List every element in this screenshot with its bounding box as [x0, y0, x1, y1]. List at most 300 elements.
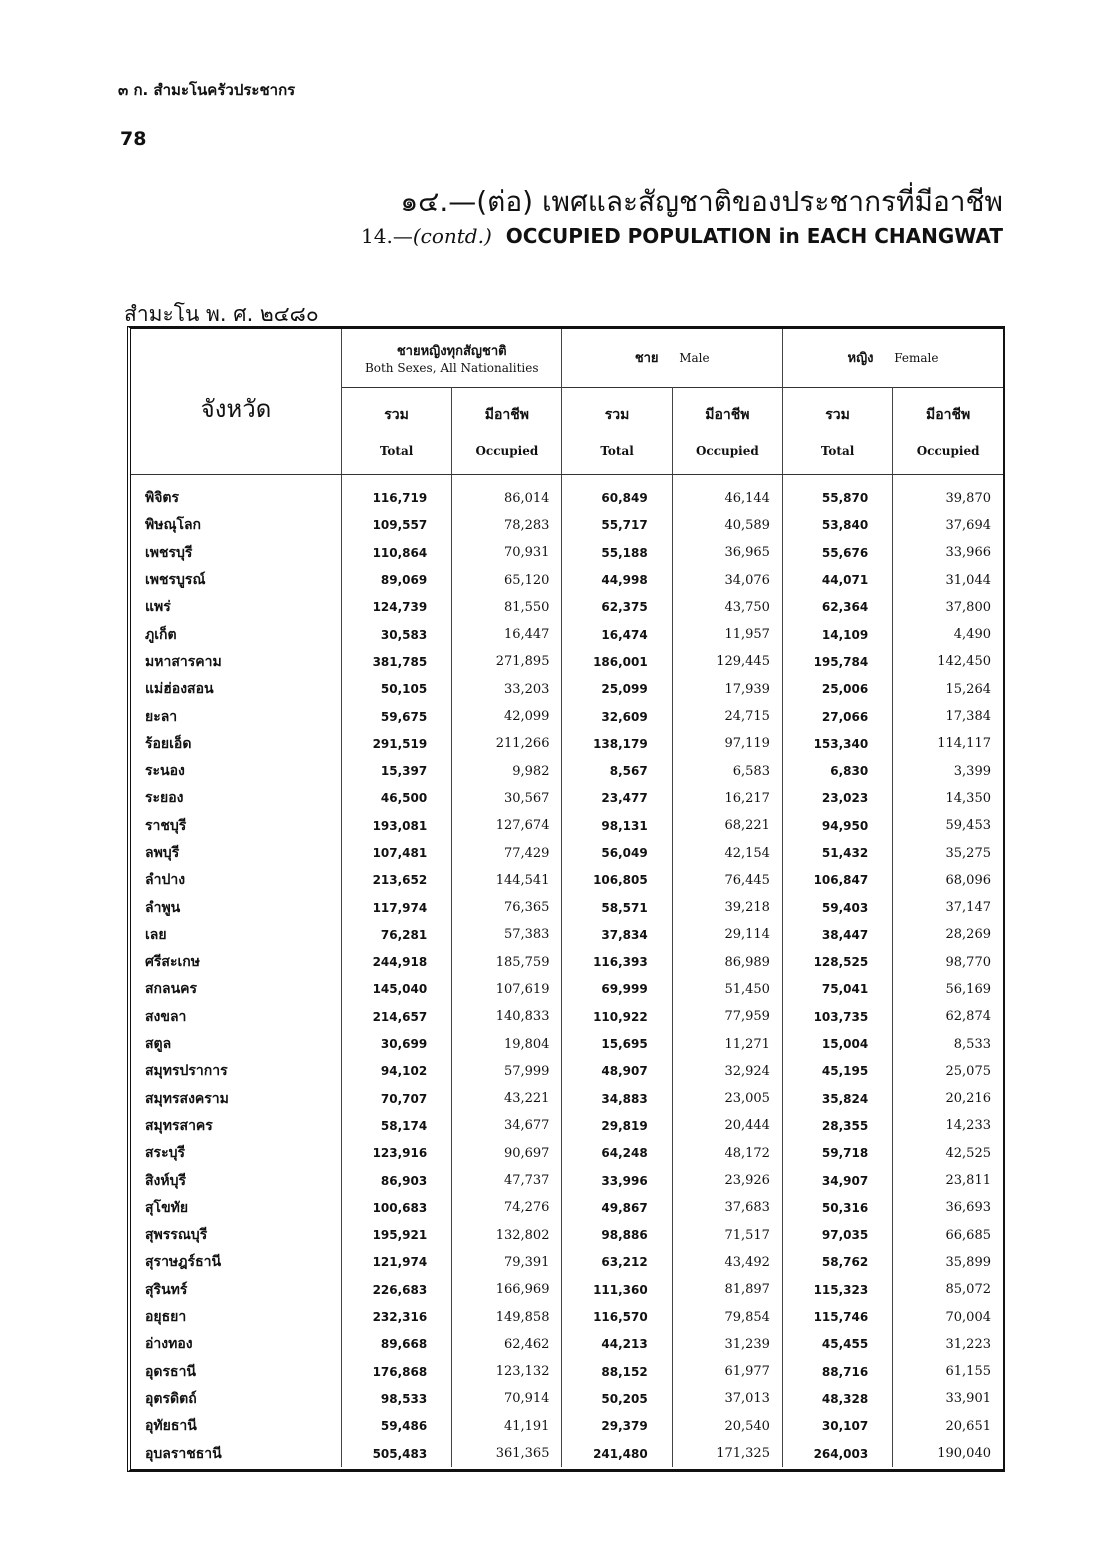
female-total: 30,107 — [782, 1413, 892, 1440]
female-occupied: 37,694 — [893, 512, 1003, 539]
male-total: 50,205 — [562, 1385, 672, 1412]
female-total: 59,718 — [782, 1140, 892, 1167]
male-occupied: 37,013 — [672, 1385, 782, 1412]
both-total: 121,974 — [372, 1255, 428, 1270]
section-header: ๓ ก. สำมะโนครัวประชากร — [118, 81, 296, 99]
both-occupied: 79,391 — [452, 1249, 562, 1276]
both-total: 30,699 — [380, 1037, 428, 1052]
province-name: สมุทรสงคราม — [131, 1085, 341, 1112]
both-occupied: 42,099 — [452, 703, 562, 730]
province-name: สมุทรสาคร — [131, 1112, 341, 1139]
both-total: 176,868 — [372, 1364, 428, 1379]
both-total: 58,174 — [380, 1118, 428, 1133]
both-total: 76,281 — [380, 927, 428, 942]
female-occupied: 98,770 — [893, 949, 1003, 976]
female-total: 62,364 — [782, 594, 892, 621]
table-row — [131, 1385, 1003, 1412]
province-name: อุดรธานี — [131, 1358, 341, 1385]
both-total: 117,974 — [372, 900, 428, 915]
female-total: 28,355 — [782, 1112, 892, 1139]
both-total: 59,675 — [380, 709, 428, 724]
group-header-both — [341, 329, 562, 387]
table-title-english — [361, 224, 1003, 248]
table-row — [131, 1303, 1003, 1330]
table-row — [131, 894, 1003, 921]
female-total: 55,676 — [782, 539, 892, 566]
female-total: 53,840 — [782, 512, 892, 539]
both-occupied: 144,541 — [452, 867, 562, 894]
female-total: 34,907 — [782, 1167, 892, 1194]
male-occupied: 97,119 — [672, 730, 782, 757]
male-occupied: 29,114 — [672, 921, 782, 948]
province-name: อุบลราชธานี — [131, 1440, 341, 1467]
female-total: 59,403 — [782, 894, 892, 921]
male-total: 15,695 — [562, 1030, 672, 1057]
both-occupied: 33,203 — [452, 676, 562, 703]
both-total: 109,557 — [372, 518, 428, 533]
both-total: 244,918 — [372, 955, 428, 970]
both-total: 98,533 — [380, 1391, 428, 1406]
female-occupied: 31,044 — [893, 566, 1003, 593]
male-occupied: 76,445 — [672, 867, 782, 894]
female-occupied: 61,155 — [893, 1358, 1003, 1385]
male-occupied: 23,926 — [672, 1167, 782, 1194]
male-occupied: 43,492 — [672, 1249, 782, 1276]
table-row — [131, 474, 1003, 512]
both-total: 213,652 — [372, 873, 428, 888]
both-occupied: 107,619 — [452, 976, 562, 1003]
female-total: 27,066 — [782, 703, 892, 730]
female-occupied: 35,275 — [893, 839, 1003, 866]
male-occupied: 51,450 — [672, 976, 782, 1003]
female-total: 51,432 — [782, 839, 892, 866]
both-total: 70,707 — [380, 1091, 428, 1106]
table-row — [131, 1249, 1003, 1276]
female-total: 45,455 — [782, 1331, 892, 1358]
both-occupied: 62,462 — [452, 1331, 562, 1358]
table-row — [131, 648, 1003, 675]
both-occupied: 16,447 — [452, 621, 562, 648]
female-total: 75,041 — [782, 976, 892, 1003]
male-total: 98,886 — [562, 1222, 672, 1249]
both-occupied: 19,804 — [452, 1030, 562, 1057]
female-occupied: 39,870 — [893, 474, 1003, 512]
province-name: พิษณุโลก — [131, 512, 341, 539]
male-total: 25,099 — [562, 676, 672, 703]
female-total: 48,328 — [782, 1385, 892, 1412]
both-occupied: 123,132 — [452, 1358, 562, 1385]
table-row — [131, 757, 1003, 784]
both-total: 89,668 — [380, 1337, 428, 1352]
group-both-english: Both Sexes, All Nationalities — [364, 361, 539, 376]
female-occupied: 36,693 — [893, 1194, 1003, 1221]
table-row — [131, 1140, 1003, 1167]
male-occupied: 34,076 — [672, 566, 782, 593]
male-occupied: 37,683 — [672, 1194, 782, 1221]
male-total: 37,834 — [562, 921, 672, 948]
province-name: สงขลา — [131, 1003, 341, 1030]
female-occupied: 59,453 — [893, 812, 1003, 839]
male-total: 116,570 — [562, 1303, 672, 1330]
occupied-english-label: Occupied — [475, 443, 539, 458]
table-row — [131, 1358, 1003, 1385]
female-occupied: 114,117 — [893, 730, 1003, 757]
male-total: 241,480 — [562, 1440, 672, 1467]
both-total: 46,500 — [380, 791, 428, 806]
female-occupied: 66,685 — [893, 1222, 1003, 1249]
table-row — [131, 1276, 1003, 1303]
group-female-thai: หญิง — [847, 351, 874, 367]
female-total: 153,340 — [782, 730, 892, 757]
group-both-thai: ชายหญิงทุกสัญชาติ — [396, 344, 507, 360]
subheader-male-total — [562, 387, 672, 474]
male-total: 116,393 — [562, 949, 672, 976]
province-name: สิงห์บุรี — [131, 1167, 341, 1194]
female-total: 115,323 — [782, 1276, 892, 1303]
female-occupied: 14,350 — [893, 785, 1003, 812]
male-occupied: 77,959 — [672, 1003, 782, 1030]
both-total: 124,739 — [372, 600, 428, 615]
both-total: 15,397 — [380, 764, 428, 779]
male-total: 34,883 — [562, 1085, 672, 1112]
province-name: อุทัยธานี — [131, 1413, 341, 1440]
both-total: 59,486 — [380, 1419, 428, 1434]
male-occupied: 6,583 — [672, 757, 782, 784]
province-name: ลำพูน — [131, 894, 341, 921]
male-occupied: 171,325 — [672, 1440, 782, 1467]
table-row — [131, 1413, 1003, 1440]
both-total: 214,657 — [372, 1009, 428, 1024]
table-row — [131, 1112, 1003, 1139]
female-total: 264,003 — [782, 1440, 892, 1467]
female-occupied: 20,216 — [893, 1085, 1003, 1112]
both-total: 195,921 — [372, 1228, 428, 1243]
male-total: 88,152 — [562, 1358, 672, 1385]
both-occupied: 86,014 — [452, 474, 562, 512]
female-total: 50,316 — [782, 1194, 892, 1221]
table-body — [131, 474, 1003, 1467]
both-occupied: 78,283 — [452, 512, 562, 539]
province-name: สมุทรปราการ — [131, 1058, 341, 1085]
table-row — [131, 976, 1003, 1003]
male-occupied: 61,977 — [672, 1358, 782, 1385]
both-occupied: 43,221 — [452, 1085, 562, 1112]
province-name: อ่างทอง — [131, 1331, 341, 1358]
title-english-text: OCCUPIED POPULATION in EACH CHANGWAT — [505, 224, 1003, 248]
female-occupied: 20,651 — [893, 1413, 1003, 1440]
province-name: ราชบุรี — [131, 812, 341, 839]
both-occupied: 57,383 — [452, 921, 562, 948]
both-occupied: 70,914 — [452, 1385, 562, 1412]
table-row — [131, 539, 1003, 566]
contd-label: (contd.) — [412, 224, 492, 248]
male-total: 58,571 — [562, 894, 672, 921]
both-total: 226,683 — [372, 1282, 428, 1297]
female-occupied: 8,533 — [893, 1030, 1003, 1057]
table-row — [131, 949, 1003, 976]
table-row — [131, 594, 1003, 621]
both-occupied: 57,999 — [452, 1058, 562, 1085]
male-total: 55,188 — [562, 539, 672, 566]
male-total: 138,179 — [562, 730, 672, 757]
male-occupied: 11,957 — [672, 621, 782, 648]
male-occupied: 32,924 — [672, 1058, 782, 1085]
occupied-thai-label: มีอาชีพ — [705, 406, 750, 423]
male-occupied: 11,271 — [672, 1030, 782, 1057]
both-total: 89,069 — [380, 573, 428, 588]
table-row — [131, 621, 1003, 648]
group-header-female — [782, 329, 1003, 387]
both-total: 86,903 — [380, 1173, 428, 1188]
table-row — [131, 566, 1003, 593]
both-occupied: 34,677 — [452, 1112, 562, 1139]
male-occupied: 17,939 — [672, 676, 782, 703]
female-total: 58,762 — [782, 1249, 892, 1276]
province-name: ลพบุรี — [131, 839, 341, 866]
both-occupied: 76,365 — [452, 894, 562, 921]
occupied-thai-label: มีอาชีพ — [925, 406, 971, 423]
male-occupied: 16,217 — [672, 785, 782, 812]
both-total: 381,785 — [372, 654, 428, 669]
table-row — [131, 1331, 1003, 1358]
female-occupied: 42,525 — [893, 1140, 1003, 1167]
male-occupied: 129,445 — [672, 648, 782, 675]
group-female-english: Female — [894, 351, 939, 366]
table-number: 14.— — [361, 224, 413, 248]
both-total: 291,519 — [372, 736, 428, 751]
table-row — [131, 1085, 1003, 1112]
female-total: 103,735 — [782, 1003, 892, 1030]
total-english-label: Total — [820, 443, 855, 458]
both-occupied: 166,969 — [452, 1276, 562, 1303]
female-total: 6,830 — [782, 757, 892, 784]
male-occupied: 24,715 — [672, 703, 782, 730]
province-name: ร้อยเอ็ด — [131, 730, 341, 757]
total-thai-label: รวม — [604, 406, 630, 423]
province-name: สระบุรี — [131, 1140, 341, 1167]
female-total: 128,525 — [782, 949, 892, 976]
female-occupied: 142,450 — [893, 648, 1003, 675]
female-occupied: 4,490 — [893, 621, 1003, 648]
male-total: 8,567 — [562, 757, 672, 784]
female-total: 195,784 — [782, 648, 892, 675]
province-name: ลำปาง — [131, 867, 341, 894]
province-name: เพชรบุรี — [131, 539, 341, 566]
male-occupied: 86,989 — [672, 949, 782, 976]
female-occupied: 17,384 — [893, 703, 1003, 730]
female-occupied: 23,811 — [893, 1167, 1003, 1194]
male-total: 49,867 — [562, 1194, 672, 1221]
province-name: สกลนคร — [131, 976, 341, 1003]
both-occupied: 9,982 — [452, 757, 562, 784]
table-row — [131, 1058, 1003, 1085]
province-name: สุราษฎร์ธานี — [131, 1249, 341, 1276]
province-name: สุพรรณบุรี — [131, 1222, 341, 1249]
both-occupied: 77,429 — [452, 839, 562, 866]
male-total: 16,474 — [562, 621, 672, 648]
female-occupied: 35,899 — [893, 1249, 1003, 1276]
province-column-header: จังหวัด — [131, 329, 341, 474]
province-name: ภูเก็ต — [131, 621, 341, 648]
both-occupied: 211,266 — [452, 730, 562, 757]
table-row — [131, 1222, 1003, 1249]
table-row — [131, 730, 1003, 757]
female-occupied: 56,169 — [893, 976, 1003, 1003]
female-total: 14,109 — [782, 621, 892, 648]
female-total: 55,870 — [782, 474, 892, 512]
total-thai-label: รวม — [825, 406, 850, 423]
subheader-male-occupied — [672, 387, 782, 474]
province-name: อยุธยา — [131, 1303, 341, 1330]
female-occupied: 25,075 — [893, 1058, 1003, 1085]
table-row — [131, 812, 1003, 839]
table-row — [131, 1194, 1003, 1221]
group-male-english: Male — [679, 351, 710, 366]
male-total: 23,477 — [562, 785, 672, 812]
female-occupied: 190,040 — [893, 1440, 1003, 1467]
male-occupied: 43,750 — [672, 594, 782, 621]
female-occupied: 14,233 — [893, 1112, 1003, 1139]
female-total: 88,716 — [782, 1358, 892, 1385]
male-total: 60,849 — [562, 474, 672, 512]
female-occupied: 28,269 — [893, 921, 1003, 948]
female-total: 38,447 — [782, 921, 892, 948]
both-occupied: 149,858 — [452, 1303, 562, 1330]
female-total: 45,195 — [782, 1058, 892, 1085]
page-number: 78 — [120, 128, 147, 150]
female-occupied: 62,874 — [893, 1003, 1003, 1030]
male-occupied: 81,897 — [672, 1276, 782, 1303]
female-total: 115,746 — [782, 1303, 892, 1330]
census-caption: สำมะโน พ. ศ. ๒๔๘๐ — [124, 302, 319, 326]
province-name: ยะลา — [131, 703, 341, 730]
male-occupied: 48,172 — [672, 1140, 782, 1167]
table-row — [131, 703, 1003, 730]
male-total: 44,213 — [562, 1331, 672, 1358]
province-name: สุรินทร์ — [131, 1276, 341, 1303]
both-total: 107,481 — [372, 846, 428, 860]
female-occupied: 3,399 — [893, 757, 1003, 784]
province-name: เลย — [131, 921, 341, 948]
female-total: 23,023 — [782, 785, 892, 812]
population-table — [127, 326, 1005, 1472]
group-header-row — [131, 329, 1003, 387]
province-name: อุตรดิตถ์ — [131, 1385, 341, 1412]
female-occupied: 33,966 — [893, 539, 1003, 566]
province-name: แม่ฮ่องสอน — [131, 676, 341, 703]
table-row — [131, 1030, 1003, 1057]
group-header-male — [562, 329, 783, 387]
total-english-label: Total — [379, 443, 414, 458]
table-row — [131, 785, 1003, 812]
male-total: 48,907 — [562, 1058, 672, 1085]
male-total: 55,717 — [562, 512, 672, 539]
male-total: 33,996 — [562, 1167, 672, 1194]
both-occupied: 74,276 — [452, 1194, 562, 1221]
female-occupied: 37,800 — [893, 594, 1003, 621]
table-row — [131, 921, 1003, 948]
both-occupied: 127,674 — [452, 812, 562, 839]
male-occupied: 79,854 — [672, 1303, 782, 1330]
both-occupied: 140,833 — [452, 1003, 562, 1030]
both-total: 94,102 — [380, 1064, 428, 1079]
table-row — [131, 867, 1003, 894]
both-occupied: 65,120 — [452, 566, 562, 593]
subheader-female-total — [782, 387, 892, 474]
province-name: ศรีสะเกษ — [131, 949, 341, 976]
male-occupied: 23,005 — [672, 1085, 782, 1112]
subheader-female-occupied — [893, 387, 1003, 474]
male-occupied: 31,239 — [672, 1331, 782, 1358]
group-male-thai: ชาย — [634, 351, 659, 367]
male-occupied: 20,540 — [672, 1413, 782, 1440]
both-total: 145,040 — [372, 982, 428, 997]
male-occupied: 71,517 — [672, 1222, 782, 1249]
female-occupied: 31,223 — [893, 1331, 1003, 1358]
table-row — [131, 676, 1003, 703]
both-occupied: 271,895 — [452, 648, 562, 675]
both-total: 505,483 — [372, 1446, 428, 1461]
both-occupied: 47,737 — [452, 1167, 562, 1194]
both-occupied: 361,365 — [452, 1440, 562, 1467]
male-total: 29,819 — [562, 1112, 672, 1139]
occupied-english-label: Occupied — [695, 443, 759, 458]
female-occupied: 33,901 — [893, 1385, 1003, 1412]
table-row — [131, 1167, 1003, 1194]
male-total: 62,375 — [562, 594, 672, 621]
male-total: 111,360 — [562, 1276, 672, 1303]
both-total: 110,864 — [372, 545, 428, 560]
male-occupied: 68,221 — [672, 812, 782, 839]
male-occupied: 39,218 — [672, 894, 782, 921]
total-thai-label: รวม — [384, 406, 409, 423]
female-occupied: 68,096 — [893, 867, 1003, 894]
female-total: 15,004 — [782, 1030, 892, 1057]
table-row — [131, 1003, 1003, 1030]
occupied-thai-label: มีอาชีพ — [484, 406, 529, 423]
male-occupied: 46,144 — [672, 474, 782, 512]
male-occupied: 40,589 — [672, 512, 782, 539]
male-total: 29,379 — [562, 1413, 672, 1440]
table-row — [131, 1440, 1003, 1467]
both-occupied: 185,759 — [452, 949, 562, 976]
table-grid — [131, 329, 1003, 1467]
female-occupied: 85,072 — [893, 1276, 1003, 1303]
both-total: 123,916 — [372, 1146, 428, 1161]
male-occupied: 42,154 — [672, 839, 782, 866]
total-english-label: Total — [600, 443, 634, 458]
province-name: ระนอง — [131, 757, 341, 784]
male-total: 32,609 — [562, 703, 672, 730]
both-occupied: 41,191 — [452, 1413, 562, 1440]
both-occupied: 30,567 — [452, 785, 562, 812]
male-total: 110,922 — [562, 1003, 672, 1030]
table-title-thai: ๑๔.—(ต่อ) เพศและสัญชาติของประชากรที่มีอาชีพ — [400, 185, 1003, 218]
male-occupied: 36,965 — [672, 539, 782, 566]
both-occupied: 90,697 — [452, 1140, 562, 1167]
female-occupied: 15,264 — [893, 676, 1003, 703]
both-total: 193,081 — [372, 818, 428, 833]
occupied-english-label: Occupied — [916, 443, 980, 458]
province-name: สตูล — [131, 1030, 341, 1057]
both-occupied: 70,931 — [452, 539, 562, 566]
table-row — [131, 512, 1003, 539]
female-total: 97,035 — [782, 1222, 892, 1249]
both-total: 30,583 — [380, 627, 428, 642]
male-total: 63,212 — [562, 1249, 672, 1276]
both-total: 232,316 — [372, 1310, 428, 1325]
female-total: 94,950 — [782, 812, 892, 839]
